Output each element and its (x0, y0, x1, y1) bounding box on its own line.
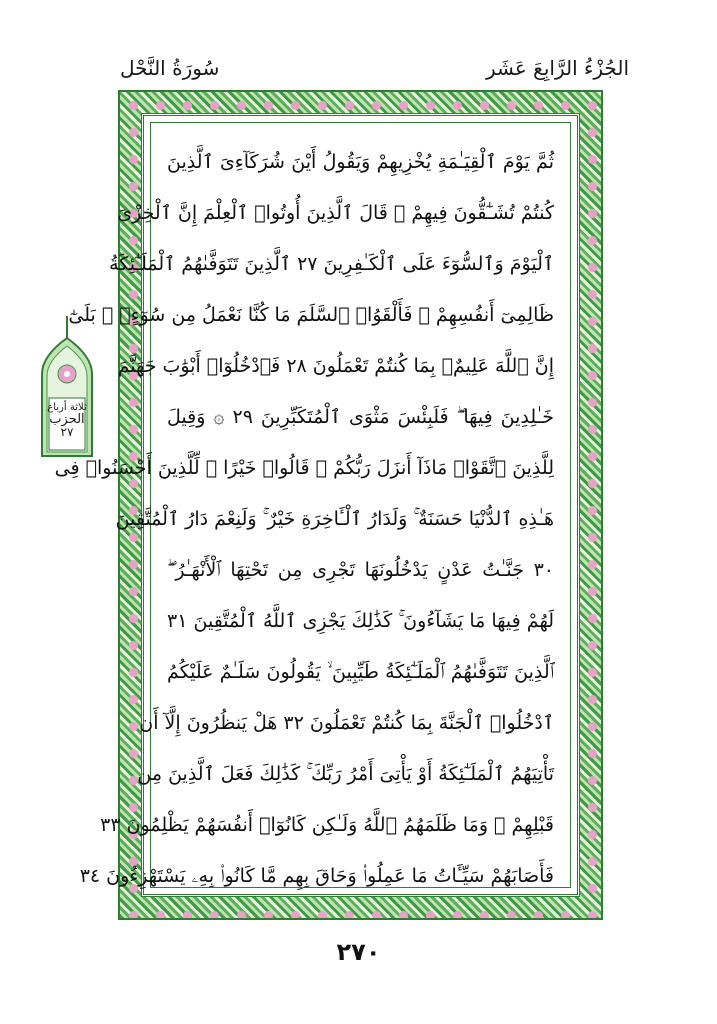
text-line: قَبْلِهِمْ ۚ وَمَا ظَلَمَهُمُ ٱللَّهُ وَلَـٰكِن كَانُوٓا۟ أَنفُسَهُمْ يَظْلِمُونَ ٣٣ (100, 814, 554, 836)
text-line: ٱلَّذِينَ تَتَوَفَّىٰهُمُ ٱلْمَلَـٰٓئِكَةُ طَيِّبِينَ ۙ يَقُولُونَ سَلَـٰمٌ عَلَيْكُمُ (167, 661, 554, 683)
hizb-quarter-label: ثلاثة أرباع (47, 402, 87, 413)
text-line: ظَالِمِىٓ أَنفُسِهِمْ ۖ فَأَلْقَوُا۟ ٱلسَّلَمَ مَا كُنَّا نَعْمَلُ مِن سُوٓءٍۭ ۚ بَلَىٰٓ (68, 304, 554, 326)
text-line: ٱدْخُلُوا۟ ٱلْجَنَّةَ بِمَا كُنتُمْ تَعْمَلُونَ ٣٢ هَلْ يَنظُرُونَ إِلَّآ أَن (139, 712, 554, 734)
text-line: ٱلْيَوْمَ وَٱلسُّوٓءَ عَلَى ٱلْكَـٰفِرِينَ ٢٧ ٱلَّذِينَ تَتَوَفَّىٰهُمُ ٱلْمَلَـٰٓئِكَةُ (109, 253, 554, 275)
text-line: لَهُمْ فِيهَا مَا يَشَآءُونَ ۚ كَذَٰلِكَ يَجْزِى ٱللَّهُ ٱلْمُتَّقِينَ ٣١ (167, 610, 554, 632)
page-number: ٢٧٠ (336, 938, 381, 966)
hizb-word-label: الحزب (49, 412, 85, 427)
text-line: هَـٰذِهِ ٱلدُّنْيَا حَسَنَةٌ ۚ وَلَدَارُ ٱلْـَٔاخِرَةِ خَيْرٌ ۚ وَلَنِعْمَ دَارُ ٱلْمُتَّقِينَ (115, 508, 554, 530)
text-line: فَأَصَابَهُمْ سَيِّـَٔاتُ مَا عَمِلُوا۟ وَحَاقَ بِهِم مَّا كَانُوا۟ بِهِۦ يَسْتَهْزِءُونَ ٣٤ (79, 865, 554, 887)
juz-header: الجُزْءُ الرَّابِعَ عَشَر (486, 56, 629, 80)
text-line: خَـٰلِدِينَ فِيهَا ۖ فَلَبِئْسَ مَثْوَى ٱلْمُتَكَبِّرِينَ ٢٩ ۞ وَقِيلَ (167, 406, 555, 428)
text-line: كُنتُمْ تُشَـٰٓقُّونَ فِيهِمْ ۚ قَالَ ٱلَّذِينَ أُوتُوا۟ ٱلْعِلْمَ إِنَّ ٱلْخِزْىَ (117, 202, 554, 224)
surah-header: سُورَةُ النَّحْل (120, 56, 220, 80)
hizb-number: ٢٧ (60, 425, 74, 439)
text-line: لِلَّذِينَ ٱتَّقَوْا۟ مَاذَآ أَنزَلَ رَبُّكُمْ ۚ قَالُوا۟ خَيْرًا ۗ لِّلَّذِينَ أَحْسَنُوا۟ فِى (54, 457, 554, 479)
text-line: تَأْتِيَهُمُ ٱلْمَلَـٰٓئِكَةُ أَوْ يَأْتِىَ أَمْرُ رَبِّكَ ۚ كَذَٰلِكَ فَعَلَ ٱلَّذِينَ مِن (137, 763, 554, 785)
text-line: ثُمَّ يَوْمَ ٱلْقِيَـٰمَةِ يُخْزِيهِمْ وَيَقُولُ أَيْنَ شُرَكَآءِىَ ٱلَّذِينَ (167, 151, 554, 173)
text-line: ٣٠ جَنَّـٰتُ عَدْنٍ يَدْخُلُونَهَا تَجْرِى مِن تَحْتِهَا ٱلْأَنْهَـٰرُ ۖ (167, 559, 554, 581)
text-line: إِنَّ ٱللَّهَ عَلِيمٌۢ بِمَا كُنتُمْ تَعْمَلُونَ ٢٨ فَٱدْخُلُوٓا۟ أَبْوَٰبَ جَهَنَّمَ (117, 355, 554, 377)
